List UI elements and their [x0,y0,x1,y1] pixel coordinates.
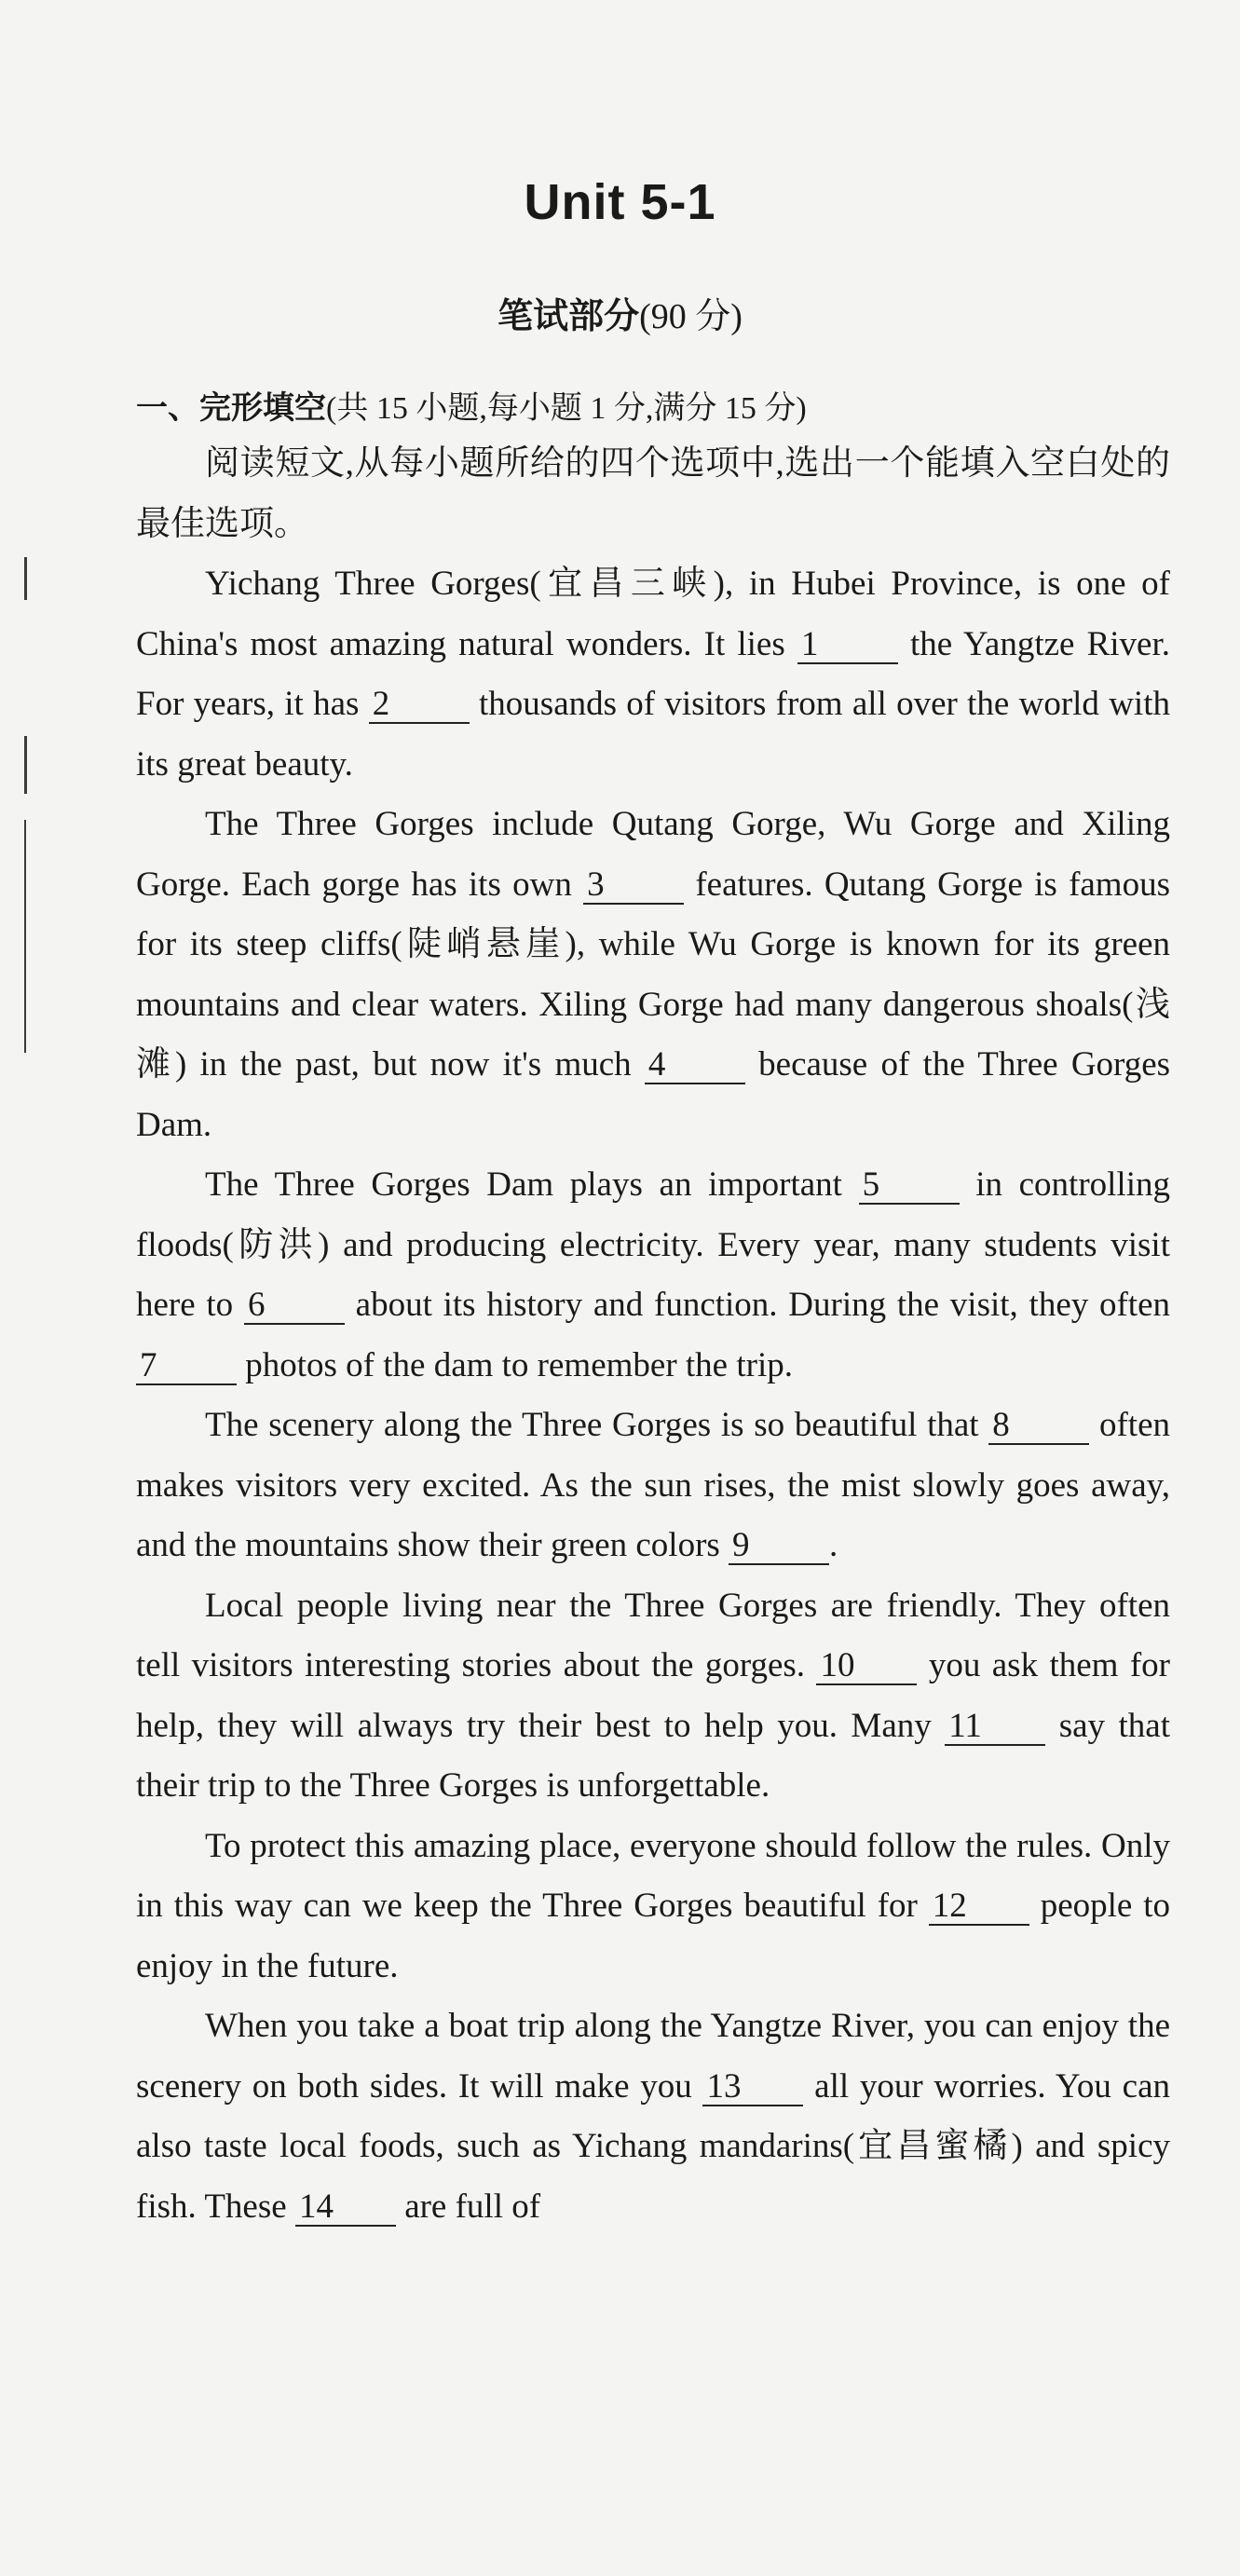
passage-text: To protect this amazing place, everyone should follow the rules. Only in this way can we keep the Three Gorges beautiful for [136,1826,1170,1925]
passage-text: The Three Gorges include Qutang Gorge, Wu Gorge and Xiling Gorge. Each gorge has its own [136,805,1170,904]
blank-7: 7 [136,1348,237,1385]
passage-text: are full of [395,2187,541,2226]
section-heading [136,382,807,428]
passage-text: people to enjoy in the future. [136,1887,1171,1985]
blank-12: 12 [929,1888,1029,1926]
blank-9: 9 [729,1528,829,1565]
passage-paragraph-5 [136,1576,1170,1817]
passage-text: Local people living near the Three Gorges are friendly. They often tell visitors interesting stories about the gorges. [136,1586,1170,1684]
passage-text: The Three Gorges Dam plays an important [205,1165,859,1204]
blank-11: 11 [945,1709,1045,1746]
blank-4: 4 [645,1047,745,1084]
page-title: Unit 5-1 [524,174,716,230]
blank-1: 1 [797,627,898,664]
section-heading-title: 一、完形填空 [136,389,326,427]
passage-text: the Yangtze River. For years, it has [136,624,1170,723]
blank-8: 8 [988,1408,1089,1445]
passage-text: because of the Three Gorges Dam. [136,1045,1171,1144]
section-subtitle [0,287,1240,338]
blank-3: 3 [583,867,684,905]
passage-paragraph-7 [136,1997,1170,2237]
section-heading-note: (共 15 小题,每小题 1 分,满分 15 分) [326,391,807,426]
blank-13: 13 [702,2069,803,2106]
blank-10: 10 [816,1648,917,1685]
passage-paragraph-6 [136,1817,1170,1997]
passage-body [136,434,1170,2237]
passage-paragraph-3 [136,1155,1170,1396]
instruction-paragraph: 阅读短文,从每小题所给的四个选项中,选出一个能填入空白处的最佳选项。 [136,444,1170,543]
passage-text: say that their trip to the Three Gorges is unforgettable. [136,1706,1170,1805]
passage-text: . [829,1526,838,1564]
passage-text: When you take a boat trip along the Yangtze River, you can enjoy the scenery on both sides. It will make you [136,2007,1170,2106]
subtitle-label: 笔试部分 [497,295,640,336]
margin-mark [24,557,27,600]
passage-text: The scenery along the Three Gorges is so beautiful that [205,1406,989,1444]
passage-paragraph-4 [136,1396,1170,1576]
passage-text: in controlling floods(防洪) and producing electricity. Every year, many students visit here to [136,1165,1170,1324]
passage-text: photos of the dam to remember the trip. [237,1345,793,1384]
passage-paragraph-2 [136,795,1170,1155]
passage-text: all your worries. You can also taste local foods, such as Yichang mandarins(宜昌蜜橘) and spicy fish. These [136,2066,1170,2226]
passage-text: Yichang Three Gorges(宜昌三峡), in Hubei Province, is one of China's most amazing natural wonders. It lies [136,565,1170,663]
passage-paragraph-1 [136,554,1170,795]
blank-5: 5 [859,1167,960,1205]
blank-2: 2 [369,687,470,724]
margin-mark [24,736,27,794]
margin-mark [24,820,26,1053]
subtitle-points: (90 分) [639,297,743,336]
passage-text: thousands of visitors from all over the world with its great beauty. [136,685,1170,784]
passage-text: often makes visitors very excited. As the sun rises, the mist slowly goes away, and the mountains show their green colors [136,1406,1170,1564]
passage-text: you ask them for help, they will always try their best to help you. Many [136,1646,1171,1745]
blank-14: 14 [295,2189,396,2227]
passage-text: features. Qutang Gorge is famous for its steep cliffs(陡峭悬崖), while Wu Gorge is known for its green mountains and clear waters. Xiling Gorge had many dangerous shoals(浅滩) in the past, but now it's much [136,865,1170,1084]
passage-text: about its history and function. During the visit, they often [344,1286,1170,1324]
blank-6: 6 [244,1288,345,1325]
